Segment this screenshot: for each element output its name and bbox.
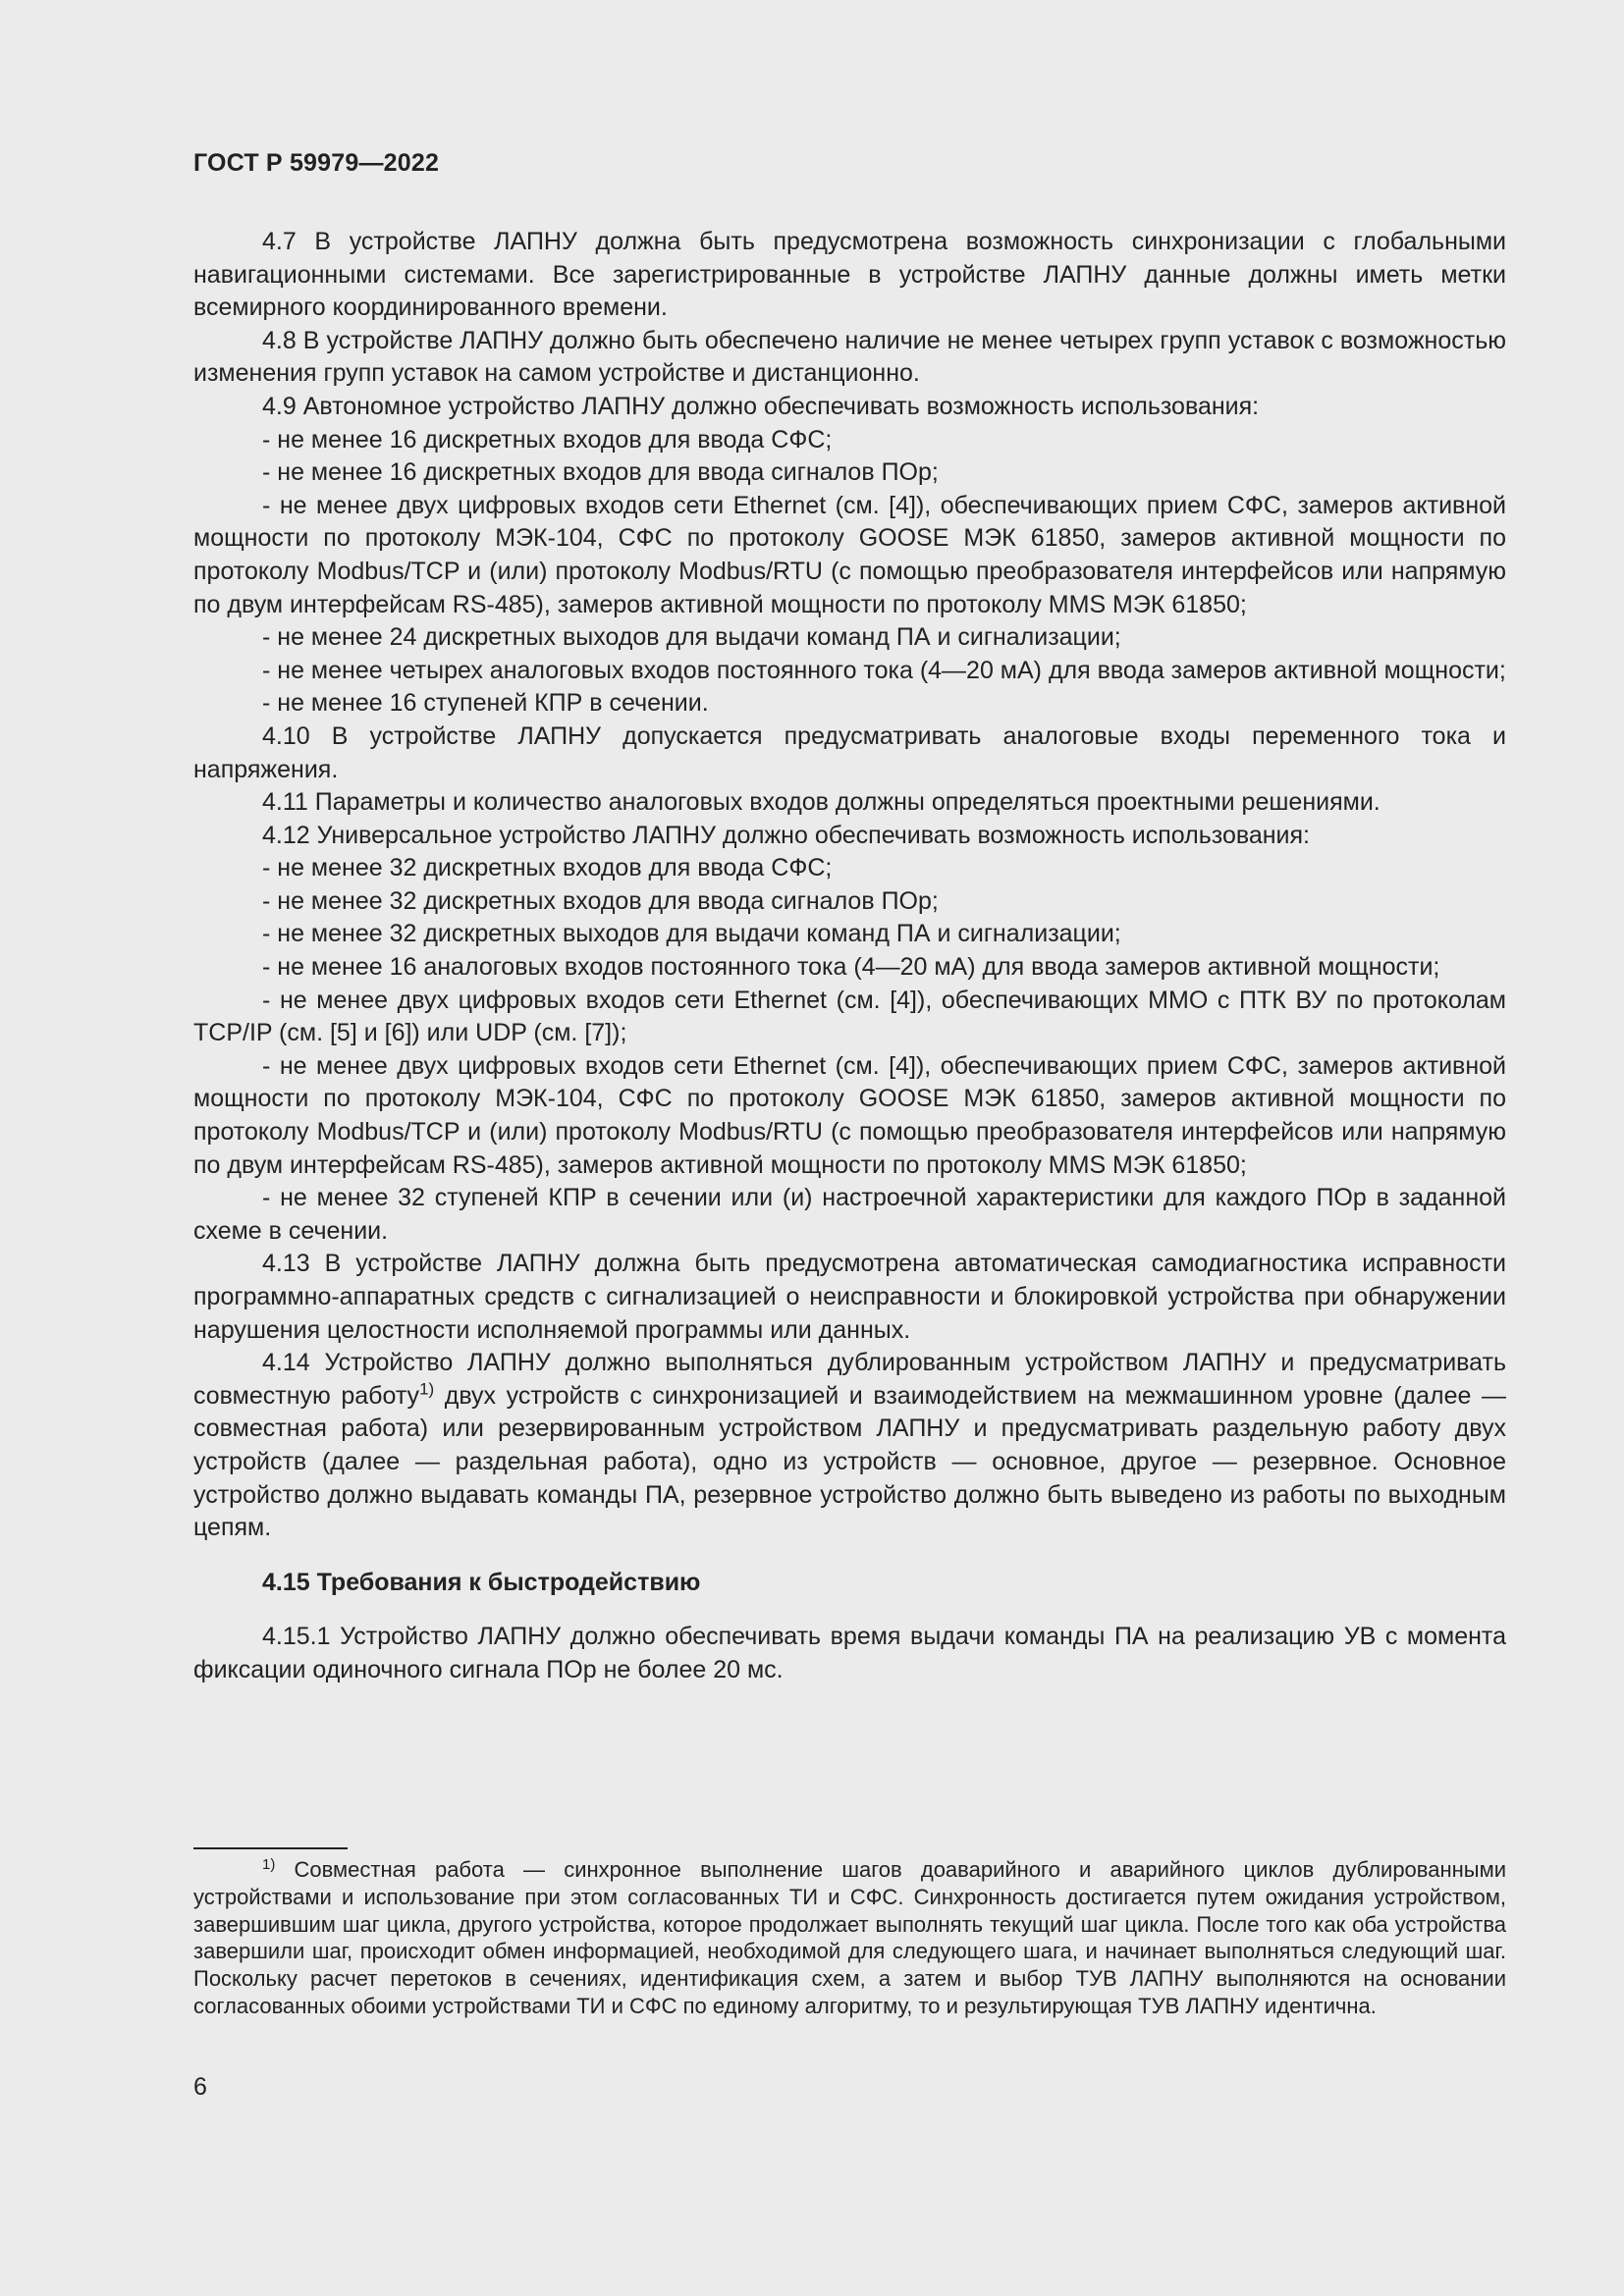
paragraph: 4.10 В устройстве ЛАПНУ допускается предусматривать аналоговые входы переменного тока и напряжения. bbox=[193, 721, 1506, 783]
paragraph: 4.8 В устройстве ЛАПНУ должно быть обеспечено наличие не менее четырех групп уставок с возможностью изменения групп уставок на самом устройстве и дистанционно. bbox=[193, 326, 1506, 388]
list-item: - не менее четырех аналоговых входов постоянного тока (4—20 мА) для ввода замеров активной мощности; bbox=[262, 656, 1506, 684]
paragraph: 4.7 В устройстве ЛАПНУ должна быть предусмотрена возможность синхронизации с глобальными навигационными системами. Все зарегистрированные в устройстве ЛАПНУ данные должны иметь метки всемирного координированного времени. bbox=[193, 228, 1506, 322]
footnote-reference[interactable]: 1) bbox=[419, 1379, 435, 1399]
page-header: ГОСТ Р 59979—2022 bbox=[193, 149, 440, 177]
list-item: - не менее 16 дискретных входов для ввода сигналов ПОр; bbox=[262, 458, 939, 487]
list-item: - не менее 16 дискретных входов для ввода СФС; bbox=[262, 425, 833, 454]
list-item: - не менее двух цифровых входов сети Ethernet (см. [4]), обеспечивающих прием СФС, замеров активной мощности по протоколу МЭК-104, СФС по протоколу GOOSE МЭК 61850, замеров активной мощности по протоколу Modbus/TCP и (или) протоколу Modbus/RTU (с помощью преобразователя интерфейсов или напрямую по двум интерфейсам RS-485), замеров активной мощности по протоколу MMS МЭК 61850; bbox=[193, 491, 1506, 618]
list-item: - не менее двух цифровых входов сети Ethernet (см. [4]), обеспечивающих прием СФС, замеров активной мощности по протоколу МЭК-104, СФС по протоколу GOOSE МЭК 61850, замеров активной мощности по протоколу Modbus/TCP и (или) протоколу Modbus/RTU (с помощью преобразователя интерфейсов или напрямую по двум интерфейсам RS-485), замеров активной мощности по протоколу MMS МЭК 61850; bbox=[193, 1051, 1506, 1179]
paragraph: 4.9 Автономное устройство ЛАПНУ должно обеспечивать возможность использования: bbox=[262, 392, 1260, 420]
list-item: - не менее 24 дискретных выходов для выдачи команд ПА и сигнализации; bbox=[262, 623, 1121, 652]
list-item: - не менее 32 ступеней КПР в сечении или (и) настроечной характеристики для каждого ПОр в заданной схеме в сечении. bbox=[193, 1184, 1506, 1245]
list-item: - не менее 32 дискретных входов для ввода СФС; bbox=[262, 854, 833, 882]
footnote-divider bbox=[193, 1847, 348, 1849]
footnote-mark: 1) bbox=[262, 1855, 276, 1873]
list-item: - не менее 16 аналоговых входов постоянного тока (4—20 мА) для ввода замеров активной мощности; bbox=[262, 953, 1440, 982]
page-number: 6 bbox=[193, 2073, 207, 2101]
list-item: - не менее 16 ступеней КПР в сечении. bbox=[262, 689, 709, 718]
section-heading: 4.15 Требования к быстродействию bbox=[262, 1568, 701, 1596]
paragraph-4-14 bbox=[193, 1347, 1506, 1545]
list-item: - не менее 32 дискретных выходов для выдачи команд ПА и сигнализации; bbox=[262, 920, 1121, 948]
paragraph-text: 4.14 Устройство ЛАПНУ должно выполняться дублированным устройством ЛАПНУ и предусматривать совместную работу bbox=[193, 1349, 1506, 1410]
list-item: - не менее двух цифровых входов сети Ethernet (см. [4]), обеспечивающих ММО с ПТК ВУ по протоколам TCP/IP (см. [5] и [6]) или UDP (см. [7]); bbox=[193, 986, 1506, 1047]
paragraph: 4.11 Параметры и количество аналоговых входов должны определяться проектными решениями. bbox=[262, 788, 1380, 817]
paragraph: 4.12 Универсальное устройство ЛАПНУ должно обеспечивать возможность использования: bbox=[262, 821, 1311, 849]
paragraph-text: двух устройств с синхронизацией и взаимодействием на межмашинном уровне (далее — совместная работа) или резервированным устройством ЛАПНУ и предусматривать раздельную работу двух устройств (далее — раздельная работа), одно из устройств — основное, другое — резервное. Основное устройство должно выдавать команды ПА, резервное устройство должно быть выведено из работы по выходным цепям. bbox=[193, 1381, 1506, 1542]
paragraph: 4.13 В устройстве ЛАПНУ должна быть предусмотрена автоматическая самодиагностика исправности программно-аппаратных средств с сигнализацией о неисправности и блокировкой устройства при обнаружении нарушения целостности исполняемой программы или данных. bbox=[193, 1250, 1506, 1344]
page-body bbox=[193, 226, 1506, 1687]
footnote-text: Совместная работа — синхронное выполнение шагов доаварийного и аварийного циклов дублированными устройствами и использование при этом согласованных ТИ и СФС. Синхронность достигается путем ожидания устройством, завершившим шаг цикла, другого устройства, которое продолжает выполнять текущий шаг цикла. После того как оба устройства завершили шаг, происходит обмен информацией, необходимой для следующего шага, и начинает выполняться следующий шаг. Поскольку расчет перетоков в сечениях, идентификация схем, а затем и выбор ТУВ ЛАПНУ выполняются на основании согласованных обоими устройствами ТИ и СФС по единому алгоритму, то и результирующая ТУВ ЛАПНУ идентична. bbox=[193, 1857, 1506, 2018]
paragraph: 4.15.1 Устройство ЛАПНУ должно обеспечивать время выдачи команды ПА на реализацию УВ с момента фиксации одиночного сигнала ПОр не более 20 мс. bbox=[193, 1623, 1506, 1683]
list-item: - не менее 32 дискретных входов для ввода сигналов ПОр; bbox=[262, 886, 939, 915]
footnote bbox=[193, 1856, 1506, 2020]
